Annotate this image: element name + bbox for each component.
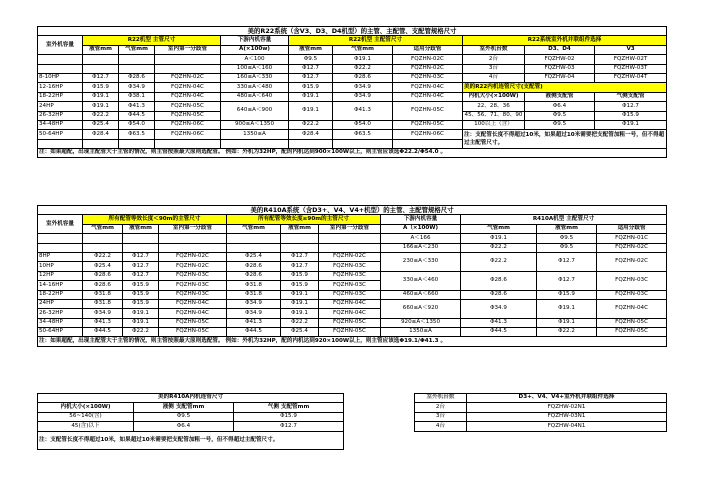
r410-model-l1: Φ15.9	[123, 299, 159, 308]
r22-ind-gas: Φ19.1	[595, 120, 667, 129]
r410-model-g1: Φ31.8	[83, 290, 123, 299]
r22-sub-br: FQZHN-04C	[393, 83, 463, 92]
r22-sub-cap: 1350≤A	[221, 130, 289, 139]
r410-h-down-cap: 下游内机容量	[381, 215, 461, 224]
r22-model-gas: Φ63.5	[119, 130, 155, 139]
r410-model-g2: Φ34.9	[227, 299, 281, 308]
r22-model-br: FQZHN-02C	[155, 73, 221, 82]
r22-ind-title: 美的R22内机连管尺寸(支配管)	[463, 83, 667, 92]
r410-model-g2: Φ28.6	[227, 262, 281, 271]
r22-combo-n: 2台	[463, 55, 525, 64]
r22-ind-liq: Φ9.5	[525, 120, 595, 129]
r22-model-liq: Φ28.4	[83, 130, 119, 139]
r22-sub-gas: Φ22.2	[333, 64, 393, 73]
r410-combo-h-kit: D3+、V4、V4+室外机并联组件选择	[467, 394, 667, 403]
r410-model-b2: FQZHN-05C	[319, 328, 381, 337]
r410-model-cap: 8HP	[38, 252, 83, 261]
r22-sub-cap: 480≤A＜640	[221, 92, 289, 101]
r22-sub-liq: Φ9.5	[289, 55, 333, 64]
r410-sub-br: FQZHN-04C	[597, 299, 667, 318]
r410-combo-n: 3台	[415, 412, 467, 421]
r410-combo-n: 4台	[415, 422, 467, 431]
r22-sub-liq: Φ19.1	[289, 92, 333, 101]
r22-model-br: FQZHN-05C	[155, 102, 221, 111]
r22-combo-v: FQZHW-02T	[595, 55, 667, 64]
r410-h-lt90: 所有配管等效长度＜90m的主管尺寸	[83, 215, 227, 224]
r22-model-br: FQZHN-06C	[155, 130, 221, 139]
r22-model-liq: Φ15.9	[83, 83, 119, 92]
r22-model-liq: Φ25.4	[83, 120, 119, 129]
r410-sub-liq: Φ12.7	[537, 252, 597, 271]
r22-model-br: FQZHN-04C	[155, 83, 221, 92]
r22-sub-liq: Φ12.7	[289, 73, 333, 82]
r410-model-b2: FQZHN-03C	[319, 271, 381, 280]
r410-sub-cap: 920≤A＜1350	[381, 318, 461, 327]
r410-sub-liq: Φ19.1	[537, 318, 597, 327]
r410-sub-gas: Φ22.2	[461, 252, 537, 271]
r410-model-l1: Φ19.1	[123, 309, 159, 318]
r410-sub-cap: 1350≤A	[381, 328, 461, 337]
r410-sub-liq: Φ15.9	[537, 290, 597, 299]
r410-sub-liq: Φ19.1	[537, 299, 597, 318]
r410-model-g1: Φ25.4	[83, 262, 123, 271]
r410-sub-cap: 460≤A＜660	[381, 290, 461, 299]
r410-h-model: 室外机容量	[38, 215, 83, 234]
r22-sub-liq: Φ12.7	[289, 64, 333, 73]
r410-ind-title: 美的R410A内机连管尺寸	[38, 394, 344, 403]
r22-sub-liq: Φ19.1	[289, 102, 333, 121]
r22-model-cap: 26-32HP	[38, 111, 83, 120]
r22-ind-liq: Φ9.5	[525, 111, 595, 120]
r22-sub-gas: Φ34.9	[333, 83, 393, 92]
r410-model-b1: FQZHN-04C	[159, 309, 227, 318]
r410-model-l2: Φ15.9	[281, 271, 319, 280]
r22-sub-gas: Φ63.5	[333, 130, 393, 139]
r22-model-gas: Φ28.6	[119, 73, 155, 82]
r22-model-liq: Φ19.1	[83, 102, 119, 111]
r410-sub-gas: Φ44.5	[461, 328, 537, 337]
r410-model-b2: FQZHN-05C	[319, 318, 381, 327]
r410-model-g1: Φ31.8	[83, 299, 123, 308]
r22-model-br: FQZHN-06C	[155, 120, 221, 129]
r410-model-g1: Φ34.9	[83, 309, 123, 318]
r410-sub-cap: 660≤A＜920	[381, 299, 461, 318]
r410-model-l1: Φ15.9	[123, 281, 159, 290]
r22-sub-gas: Φ19.1	[333, 55, 393, 64]
r410-h-br2: 室内第一分歧管	[319, 224, 381, 233]
r410-model-g2: Φ25.4	[227, 252, 281, 261]
r22-sub-liq: Φ22.2	[289, 120, 333, 129]
r410-model-b2: FQZHN-04C	[319, 309, 381, 318]
r22-h-branch: 适用分歧管	[393, 45, 463, 54]
r410-model-g2: Φ31.8	[227, 290, 281, 299]
r410-sub-gas: Φ34.9	[461, 299, 537, 318]
r22-h-sub-gas: 气管mm	[333, 45, 393, 54]
r410-ind-gas: Φ15.9	[234, 412, 344, 421]
r410-sub-br: FQZHN-05C	[597, 318, 667, 327]
r22-combo-d: FQZHW-04	[525, 73, 595, 82]
r410-model-g1: Φ28.6	[83, 271, 123, 280]
r410-sub-liq: Φ22.2	[537, 328, 597, 337]
r410-model-g1: Φ22.2	[83, 252, 123, 261]
r22-sub-gas: Φ41.3	[333, 102, 393, 121]
r22-combo-v: FQZHW-03T	[595, 64, 667, 73]
r410-model-l2: Φ12.7	[281, 262, 319, 271]
r22-combo-d: FQZHW-03	[525, 64, 595, 73]
r410-model-b2: FQZHN-04C	[319, 299, 381, 308]
r22-ind-size: 100以上（含）	[463, 120, 525, 129]
r410-combo-n: 2台	[415, 403, 467, 412]
r410-model-cap: 10HP	[38, 262, 83, 271]
r22-ind-size: 45、56、71、80、90	[463, 111, 525, 120]
r22-model-cap: 24HP	[38, 102, 83, 111]
r22-ind-size: 22、28、36	[463, 102, 525, 111]
r410-sub-cap: 330≤A＜460	[381, 271, 461, 290]
r410-sub-br: FQZHN-01C	[597, 234, 667, 243]
r22-ind-gas: Φ15.9	[595, 111, 667, 120]
r410-sub-gas: Φ28.6	[461, 271, 537, 290]
r22-sub-cap: 640≤A＜900	[221, 102, 289, 121]
r410-h-gas2: 气管mm	[227, 224, 281, 233]
r410-combo-k: FQZHW-02N1	[467, 403, 667, 412]
r22-ind-gas: Φ12.7	[595, 102, 667, 111]
r410-model-g2: Φ28.6	[227, 271, 281, 280]
r22-sub-br: FQZHN-02C	[393, 55, 463, 64]
r410-note: 注：如果超配，出现主配管大于主管的情况，则主管按照最大原则选配管。 例如：外机为32HP，配的内机达到920×100W以上，则主管应该选Φ19.1/Φ41.3 。	[38, 337, 667, 346]
r410-ind-size: 45(含)以下	[38, 422, 134, 431]
r410-sub-br: FQZHN-02C	[597, 252, 667, 271]
r410-model-cap: 50-64HP	[38, 328, 83, 337]
r410-sub-liq: Φ9.5	[537, 243, 597, 252]
r410-sub-gas: Φ22.2	[461, 243, 537, 252]
r410-model-cap: 34-48HP	[38, 318, 83, 327]
r410-h-sub-liq: 液管mm	[537, 224, 597, 233]
r410-h-down-cap-unit: A（×100W)	[381, 224, 461, 233]
r22-model-liq: Φ22.2	[83, 111, 119, 120]
r410-model-l2: Φ12.7	[281, 252, 319, 261]
r410-ind-gas: Φ12.7	[234, 422, 344, 431]
r410-model-b1: FQZHN-05C	[159, 328, 227, 337]
r410-model-g1: Φ28.6	[83, 281, 123, 290]
r410-model-cap: 12HP	[38, 271, 83, 280]
r410-model-b2: FQZHN-03C	[319, 281, 381, 290]
r22-table	[37, 26, 667, 158]
r410-model-l2: Φ19.1	[281, 309, 319, 318]
r410-ind-h-liq: 液侧 支配管mm	[134, 403, 234, 412]
r22-h-ind-liq: 液侧支配管	[525, 92, 595, 101]
r410-sub-liq: Φ12.7	[537, 271, 597, 290]
r410-combo-k: FQZHW-03N1	[467, 412, 667, 421]
r410-model-cap: 24HP	[38, 299, 83, 308]
r410-combo-h-units: 室外机台数	[415, 394, 467, 403]
r22-sub-gas: Φ34.9	[333, 92, 393, 101]
r410-h-ge90: 所有配管等效长度≥90m的主管尺寸	[227, 215, 381, 224]
r410-model-b1: FQZHN-02C	[159, 252, 227, 261]
r410-model-l2: Φ19.1	[281, 299, 319, 308]
r22-h-combo: R22系统室外机并联组件选择	[463, 36, 667, 45]
r410-combo-table	[414, 393, 667, 432]
r410-combo-k: FQZHW-04N1	[467, 422, 667, 431]
r410-h-br1: 室内第一分歧管	[159, 224, 227, 233]
r410-sub-br: FQZHN-03C	[597, 290, 667, 299]
r22-sub-cap: 100≤A＜160	[221, 64, 289, 73]
r22-combo-n: 4台	[463, 73, 525, 82]
r22-sub-liq: Φ28.4	[289, 130, 333, 139]
r410-model-cap: 18-22HP	[38, 290, 83, 299]
r410-model-l2: Φ15.9	[281, 281, 319, 290]
r22-sub-br: FQZHN-05C	[393, 102, 463, 121]
r410-model-l1: Φ22.2	[123, 328, 159, 337]
r410-h-liq2: 液管mm	[281, 224, 319, 233]
r410-sub-cap: 230≤A＜330	[381, 252, 461, 271]
r22-model-gas: Φ54.0	[119, 120, 155, 129]
r410-sub-liq: Φ9.5	[537, 234, 597, 243]
r410-ind-h-gas: 气侧 支配管mm	[234, 403, 344, 412]
r410-indoor-table	[37, 393, 344, 450]
r22-model-cap: 34-48HP	[38, 120, 83, 129]
r22-h-down-cap-unit: A(×100w)	[221, 45, 289, 54]
r410-sub-gas: Φ28.6	[461, 290, 537, 299]
r410-sub-br: FQZHN-02C	[597, 243, 667, 252]
r22-model-cap: 8-10HP	[38, 73, 83, 82]
r22-model-liq: Φ12.7	[83, 73, 119, 82]
r410-model-g2: Φ44.5	[227, 328, 281, 337]
r22-h-model: 室外机容量	[38, 36, 83, 55]
r410-model-l1: Φ15.9	[123, 290, 159, 299]
r22-h-d3d4: D3、D4	[525, 45, 595, 54]
r22-sub-cap: A＜100	[221, 55, 289, 64]
r22-h-ind-size: 内机大小(×100W)	[463, 92, 525, 101]
r22-sub-liq: Φ15.9	[289, 83, 333, 92]
r22-h-down-cap: 下游内机容量	[221, 36, 289, 45]
r22-h-sub: R22机型 主配管尺寸	[289, 36, 463, 45]
r22-model-gas: Φ44.5	[119, 111, 155, 120]
r22-combo-v: FQZHW-04T	[595, 73, 667, 82]
r22-note: 注：如果超配，出现主配管大于主管的情况，则主管按照最大原则选配管。 例如：外机为32HP，配的内机达到900×100W以上，则主管应该选Φ22.2/Φ54.0 。	[38, 149, 667, 158]
r22-sub-br: FQZHN-02C	[393, 64, 463, 73]
r410-model-b2: FQZHN-03C	[319, 290, 381, 299]
r410-h-liq1: 液管mm	[123, 224, 159, 233]
r22-model-cap: 12-16HP	[38, 83, 83, 92]
r410-ind-liq: Φ6.4	[134, 422, 234, 431]
r410-model-b1: FQZHN-02C	[159, 262, 227, 271]
r22-title: 美的R22系统（含V3、D3、D4机型）的主管、主配管、支配管规格尺寸	[38, 27, 667, 36]
r410-model-g1: Φ41.3	[83, 318, 123, 327]
r22-ind-note: 注：支配管长度不得超过10米，如果超过10米需要把支配管加粗一号，但不得超过主配管尺寸。	[463, 130, 667, 149]
r22-h-liquid: 液管mm	[83, 45, 119, 54]
r22-model-gas: Φ41.3	[119, 102, 155, 111]
r22-ind-liq: Φ6.4	[525, 102, 595, 111]
r22-model-cap: 50-64HP	[38, 130, 83, 139]
r410-model-b2: FQZHN-02C	[319, 252, 381, 261]
r22-sub-gas: Φ54.0	[333, 120, 393, 129]
r410-model-b1: FQZHN-03C	[159, 290, 227, 299]
r22-sub-cap: 160≤A＜330	[221, 73, 289, 82]
r410-model-g2: Φ34.9	[227, 309, 281, 318]
r410-h-sub-gas: 气管mm	[461, 224, 537, 233]
r22-combo-d: FQZHW-02	[525, 55, 595, 64]
r22-h-first-branch: 室内第一分歧管	[155, 45, 221, 54]
r22-sub-br: FQZHN-05C	[393, 120, 463, 129]
r410-table	[37, 205, 667, 347]
r22-sub-cap: 330≤A＜480	[221, 83, 289, 92]
r410-model-cap: 26-32HP	[38, 309, 83, 318]
r22-model-cap: 18-22HP	[38, 92, 83, 101]
r410-h-gas1: 气管mm	[83, 224, 123, 233]
r410-model-b2: FQZHN-03C	[319, 262, 381, 271]
r410-sub-gas: Φ19.1	[461, 234, 537, 243]
r410-model-b1: FQZHN-05C	[159, 318, 227, 327]
r22-model-gas: Φ34.9	[119, 83, 155, 92]
r410-sub-br: FQZHN-05C	[597, 328, 667, 337]
r22-model-br: FQZHN-04C	[155, 92, 221, 101]
r22-h-sub-liquid: 液管mm	[289, 45, 333, 54]
r410-model-cap: 14-16HP	[38, 281, 83, 290]
r22-sub-gas: Φ28.6	[333, 73, 393, 82]
r410-h-branch: 适用分歧管	[597, 224, 667, 233]
r410-sub-gas: Φ41.3	[461, 318, 537, 327]
r22-h-main: R22机型 主管尺寸	[83, 36, 221, 45]
r22-h-v3: V3	[595, 45, 667, 54]
r410-title: 美的R410A系统（含D3+、V4、V4+机型）的主管、主配管规格尺寸	[38, 206, 667, 215]
r22-h-ind-gas: 气侧支配管	[595, 92, 667, 101]
r410-model-l2: Φ19.1	[281, 290, 319, 299]
r410-ind-liq: Φ9.5	[134, 412, 234, 421]
r22-model-gas: Φ38.1	[119, 92, 155, 101]
r410-model-l1: Φ12.7	[123, 271, 159, 280]
r410-model-l2: Φ22.2	[281, 318, 319, 327]
r22-sub-cap: 900≤A＜1350	[221, 120, 289, 129]
r410-sub-cap: 166≤A＜230	[381, 243, 461, 252]
r410-model-b1: FQZHN-03C	[159, 281, 227, 290]
r410-model-l1: Φ19.1	[123, 318, 159, 327]
r410-sub-br: FQZHN-03C	[597, 271, 667, 290]
r410-model-l2: Φ25.4	[281, 328, 319, 337]
r22-sub-br: FQZHN-04C	[393, 92, 463, 101]
r410-ind-size: 56~140(含)	[38, 412, 134, 421]
r22-combo-n: 3台	[463, 64, 525, 73]
r410-ind-note: 注：支配管长度不得超过10米，如果超过10米需要把支配管加粗一号，但不得超过主配管尺寸。	[38, 431, 344, 449]
r410-model-l1: Φ12.7	[123, 252, 159, 261]
r410-model-b1: FQZHN-04C	[159, 299, 227, 308]
r410-ind-h-size: 内机大小(×100W)	[38, 403, 134, 412]
r410-model-g2: Φ31.8	[227, 281, 281, 290]
r410-model-g1: Φ44.5	[83, 328, 123, 337]
r22-model-br: FQZHN-05C	[155, 111, 221, 120]
r22-h-units: 室外机台数	[463, 45, 525, 54]
r22-h-gas: 气管mm	[119, 45, 155, 54]
r410-sub-cap: A＜166	[381, 234, 461, 243]
r22-model-liq: Φ19.1	[83, 92, 119, 101]
r410-model-g2: Φ41.3	[227, 318, 281, 327]
r410-h-sub: R410A机型 主配管尺寸	[461, 215, 667, 224]
r22-sub-br: FQZHN-06C	[393, 130, 463, 139]
r22-sub-br: FQZHN-03C	[393, 73, 463, 82]
r410-model-b1: FQZHN-03C	[159, 271, 227, 280]
r410-model-l1: Φ12.7	[123, 262, 159, 271]
